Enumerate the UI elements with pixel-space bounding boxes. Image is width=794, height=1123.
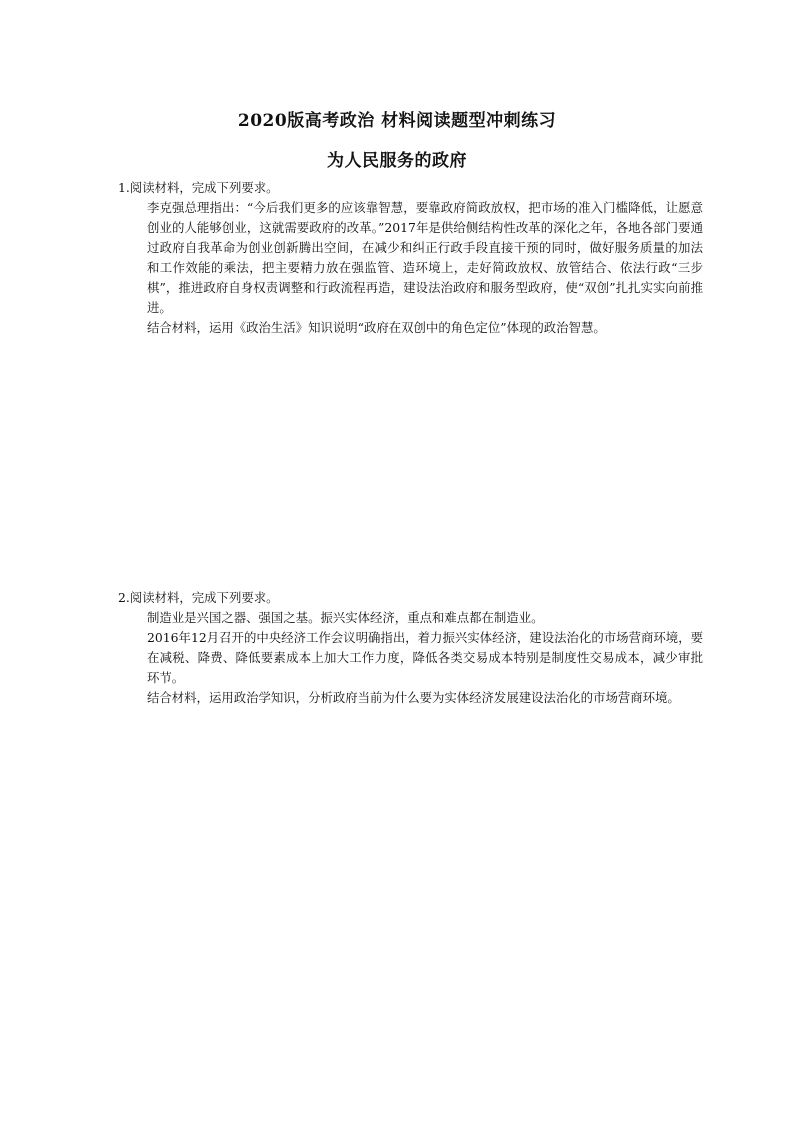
document-subtitle: 为人民服务的政府: [327, 151, 467, 171]
question-2-heading: 2.阅读材料，完成下列要求。: [118, 590, 279, 605]
question-1-material: 李克强总理指出：“今后我们更多的应该靠智慧，要靠政府简政放权，把市场的准入门槛降低，让愿意创业的人能够创业，这就需要政府的改革。”2017年是供给侧结构性改革的深化之年，各地各部门要通过政府自我革命为创业创新腾出空间，在减少和纠正行政手段直接干预的同时，做好服务质量的加法和工作效能的乘法，把主要精力放在强监管、造环境上，走好简政放权、放管结合、依法行政“三步棋”，推进政府自身权责调整和行政流程再造，建设法治政府和服务型政府，使“双创”扎扎实实向前推进。: [147, 200, 703, 315]
question-2: [118, 588, 703, 708]
question-1-prompt: 结合材料，运用《政治生活》知识说明“政府在双创中的角色定位”体现的政治智慧。: [147, 320, 606, 335]
question-1: [118, 178, 703, 338]
document-title: 2020版高考政治 材料阅读题型冲刺练习: [237, 111, 557, 131]
question-1-heading: 1.阅读材料，完成下列要求。: [118, 180, 279, 195]
question-2-prompt: 结合材料，运用政治学知识，分析政府当前为什么要为实体经济发展建设法治化的市场营商环境。: [147, 690, 680, 705]
question-2-material-1: 制造业是兴国之器、强国之基。振兴实体经济，重点和难点都在制造业。: [147, 610, 544, 625]
question-2-material-2: 2016年12月召开的中央经济工作会议明确指出，着力振兴实体经济，建设法治化的市场营商环境，要在减税、降费、降低要素成本上加大工作力度，降低各类交易成本特别是制度性交易成本，减少审批环节。: [147, 630, 703, 685]
